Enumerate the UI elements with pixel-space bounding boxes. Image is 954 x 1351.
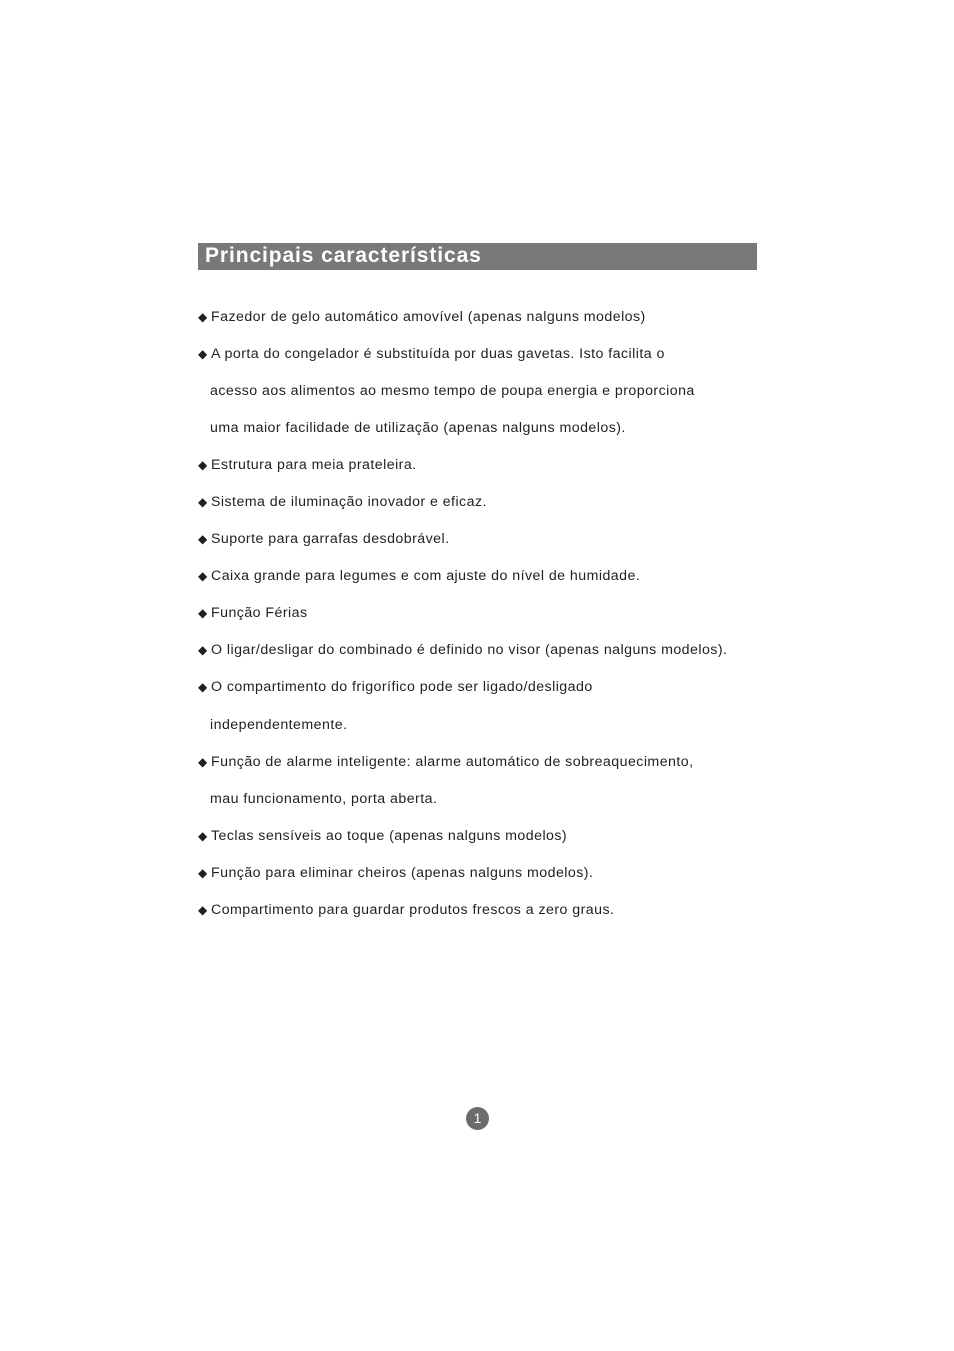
feature-line <box>198 595 768 632</box>
feature-item <box>198 817 768 854</box>
feature-text: acesso aos alimentos ao mesmo tempo de poupa energia e proporciona <box>210 382 695 399</box>
feature-line <box>198 854 768 891</box>
section-title: Principais características <box>205 244 482 267</box>
feature-item <box>198 854 768 891</box>
feature-item <box>198 558 768 595</box>
diamond-bullet-icon: ◆ <box>198 828 208 843</box>
diamond-bullet-icon: ◆ <box>198 643 208 658</box>
feature-item <box>198 483 768 520</box>
feature-line <box>198 892 768 929</box>
feature-line <box>198 632 768 669</box>
feature-text: uma maior facilidade de utilização (apenas nalguns modelos). <box>210 419 626 436</box>
feature-line <box>198 483 768 520</box>
diamond-bullet-icon: ◆ <box>198 532 208 547</box>
feature-item <box>198 335 768 446</box>
feature-text: Caixa grande para legumes e com ajuste do nível de humidade. <box>211 568 641 585</box>
feature-line <box>198 298 768 335</box>
feature-item <box>198 669 768 743</box>
feature-line <box>198 743 768 780</box>
feature-text: A porta do congelador é substituída por duas gavetas. Isto facilita o <box>211 345 665 362</box>
feature-text: independentemente. <box>210 716 348 733</box>
feature-text: Teclas sensíveis ao toque (apenas nalguns modelos) <box>211 827 568 844</box>
feature-text: Função Férias <box>211 605 308 622</box>
diamond-bullet-icon: ◆ <box>198 457 208 472</box>
features-list <box>198 298 768 929</box>
diamond-bullet-icon: ◆ <box>198 495 208 510</box>
feature-text: Função de alarme inteligente: alarme automático de sobreaquecimento, <box>211 753 694 770</box>
feature-continuation-line <box>198 780 768 817</box>
feature-text: mau funcionamento, porta aberta. <box>210 790 438 807</box>
diamond-bullet-icon: ◆ <box>198 346 208 361</box>
diamond-bullet-icon: ◆ <box>198 569 208 584</box>
page-number: 1 <box>466 1107 489 1130</box>
diamond-bullet-icon: ◆ <box>198 680 208 695</box>
feature-text: Fazedor de gelo automático amovível (apenas nalguns modelos) <box>211 308 646 325</box>
feature-line <box>198 335 768 372</box>
feature-item <box>198 632 768 669</box>
feature-item <box>198 892 768 929</box>
diamond-bullet-icon: ◆ <box>198 865 208 880</box>
feature-line <box>198 521 768 558</box>
feature-text: Estrutura para meia prateleira. <box>211 456 417 473</box>
feature-text: Sistema de iluminação inovador e eficaz. <box>211 494 487 511</box>
feature-continuation-line <box>198 706 768 743</box>
feature-item <box>198 298 768 335</box>
feature-item <box>198 595 768 632</box>
diamond-bullet-icon: ◆ <box>198 309 208 324</box>
diamond-bullet-icon: ◆ <box>198 754 208 769</box>
diamond-bullet-icon: ◆ <box>198 606 208 621</box>
feature-text: Função para eliminar cheiros (apenas nalguns modelos). <box>211 864 594 881</box>
feature-text: Compartimento para guardar produtos frescos a zero graus. <box>211 902 615 919</box>
feature-line <box>198 817 768 854</box>
section-header <box>198 243 757 270</box>
feature-text: O compartimento do frigorífico pode ser ligado/desligado <box>211 679 593 696</box>
feature-item <box>198 743 768 817</box>
feature-text: Suporte para garrafas desdobrável. <box>211 531 450 548</box>
feature-line <box>198 446 768 483</box>
feature-item <box>198 521 768 558</box>
feature-line <box>198 558 768 595</box>
feature-item <box>198 446 768 483</box>
feature-continuation-line <box>198 409 768 446</box>
feature-text: O ligar/desligar do combinado é definido no visor (apenas nalguns modelos). <box>211 642 728 659</box>
feature-continuation-line <box>198 372 768 409</box>
diamond-bullet-icon: ◆ <box>198 903 208 918</box>
feature-line <box>198 669 768 706</box>
